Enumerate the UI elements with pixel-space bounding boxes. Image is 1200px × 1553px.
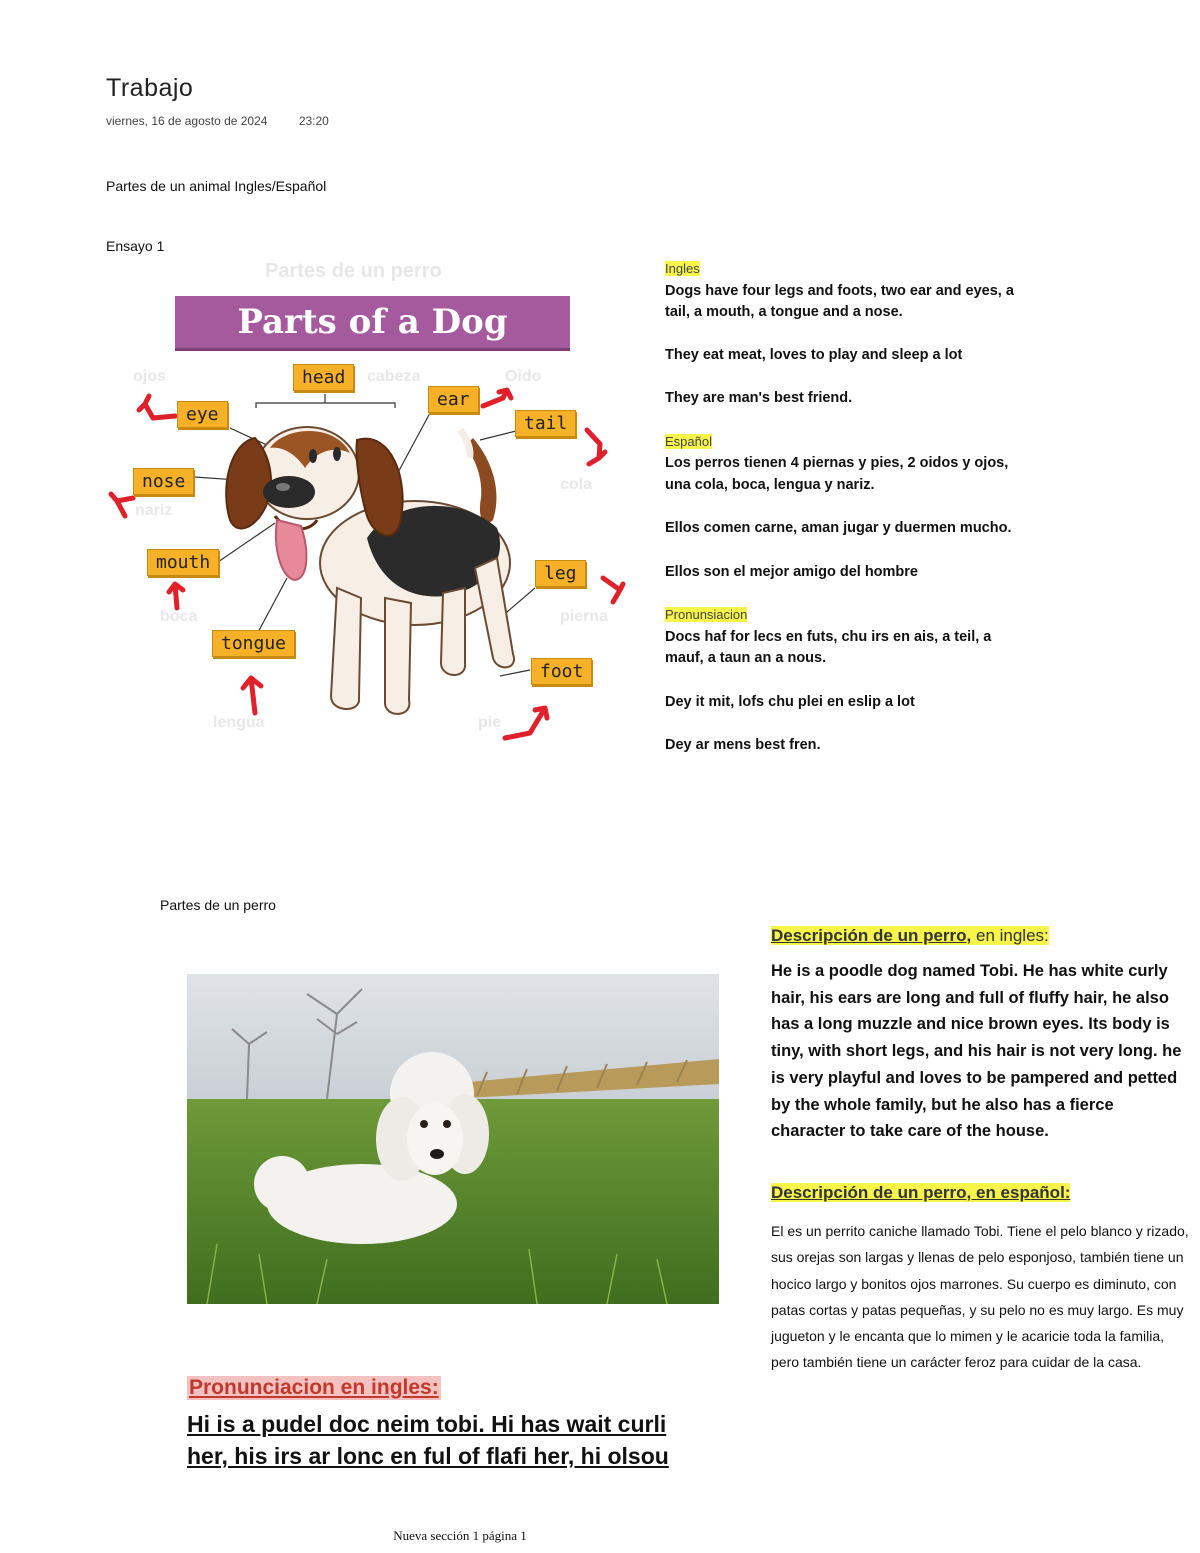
wm-ojos: ojos (133, 368, 166, 385)
espanol-text-2: Ellos comen carne, aman jugar y duermen mucho. (665, 520, 1012, 536)
ingles-label: Ingles (665, 261, 700, 276)
label-leg: leg (535, 560, 586, 587)
espanol-text-3: Ellos son el mejor amigo del hombre (665, 563, 918, 580)
desc-en-heading (771, 926, 1049, 946)
pron-text-1: Docs haf for lecs en futs, chu irs en ais, a teil, a mauf, a taun an a nous. (665, 628, 992, 666)
pron-text-3: Dey ar mens best fren. (665, 737, 821, 753)
espanol-label: Español (665, 433, 712, 449)
wm-cola: cola (560, 476, 593, 493)
poodle-photo (187, 974, 719, 1304)
wm-boca: boca (160, 608, 198, 625)
section-subtitle: Partes de un animal Ingles/Español (106, 178, 327, 194)
watermark-title: Partes de un perro (265, 260, 442, 282)
desc-es-heading-text: Descripción de un perro, en español: (771, 1183, 1071, 1202)
desc-en-heading-rest: en ingles: (971, 926, 1049, 945)
page-date: viernes, 16 de agosto de 2024 (106, 114, 268, 128)
ingles-text-1: Dogs have four legs and foots, two ear and eyes, a tail, a mouth, a tongue and a nose. (665, 282, 1014, 320)
page-title: Trabajo (106, 74, 194, 102)
essay-label: Ensayo 1 (106, 238, 165, 254)
infographic-banner: Parts of a Dog (175, 296, 570, 348)
pron-label: Pronunsiacion (665, 607, 748, 622)
page-time: 23:20 (298, 114, 329, 128)
pron-heading: Pronunciacion en ingles: (189, 1376, 439, 1399)
wm-lengua: lengua (213, 714, 265, 731)
pron-text-2: Dey it mit, lofs chu plei en eslip a lot (665, 693, 915, 710)
pron-body: Hi is a pudel doc neim tobi. Hi has wait curli her, his irs ar lonc en ful of flafi her, hi olsou (187, 1411, 669, 1469)
label-tail: tail (515, 410, 576, 437)
page-footer: Nueva sección 1 página 1 (393, 1528, 527, 1543)
section2-label: Partes de un perro (160, 897, 276, 913)
wm-pierna: pierna (560, 608, 609, 625)
label-eye: eye (177, 401, 228, 428)
wm-nariz: nariz (135, 502, 173, 519)
label-ear: ear (428, 386, 479, 413)
page-meta (106, 114, 357, 128)
label-tongue: tongue (212, 630, 295, 657)
label-mouth: mouth (147, 549, 219, 576)
ingles-text-3: They are man's best friend. (665, 390, 853, 406)
espanol-text-1: Los perros tienen 4 piernas y pies, 2 oidos y ojos, una cola, boca, lengua y nariz. (665, 455, 1009, 493)
poodle-photo-image (187, 974, 719, 1304)
wm-cabeza: cabeza (367, 368, 421, 385)
right-column-text (665, 258, 1025, 757)
desc-es-body: El es un perrito caniche llamado Tobi. Tiene el pelo blanco y rizado, sus orejas son largas y llenas de pelo esponjoso, también tiene un hocico largo y bonitos ojos marrones. Su cuerpo es diminuto, con patas cortas y patas pequeñas, y su pelo no es muy largo. Es muy jugueton y le encanta que lo mimen y le acaricie toda la familia, pero también tiene un carácter feroz para cuidar de la casa. (771, 1223, 1189, 1371)
label-head: head (293, 364, 354, 391)
label-nose: nose (133, 468, 194, 495)
desc-en-body: He is a poodle dog named Tobi. He has white curly hair, his ears are long and full of fluffy hair, he also has a long muzzle and nice brown eyes. Its body is tiny, with short legs, and his hair is not very long. he is very playful and loves to be pampered and petted by the whole family, but he also has a fierce character to take care of the house. (771, 962, 1182, 1141)
wm-oido: Oido (505, 368, 542, 385)
wm-pie: pie (478, 714, 502, 731)
label-foot: foot (531, 658, 592, 685)
ingles-text-2: They eat meat, loves to play and sleep a lot (665, 346, 963, 363)
parts-of-dog-infographic (105, 258, 650, 758)
desc-en-heading-underlined: Descripción de un perro, (771, 926, 972, 945)
desc-es-heading (771, 1183, 1070, 1203)
